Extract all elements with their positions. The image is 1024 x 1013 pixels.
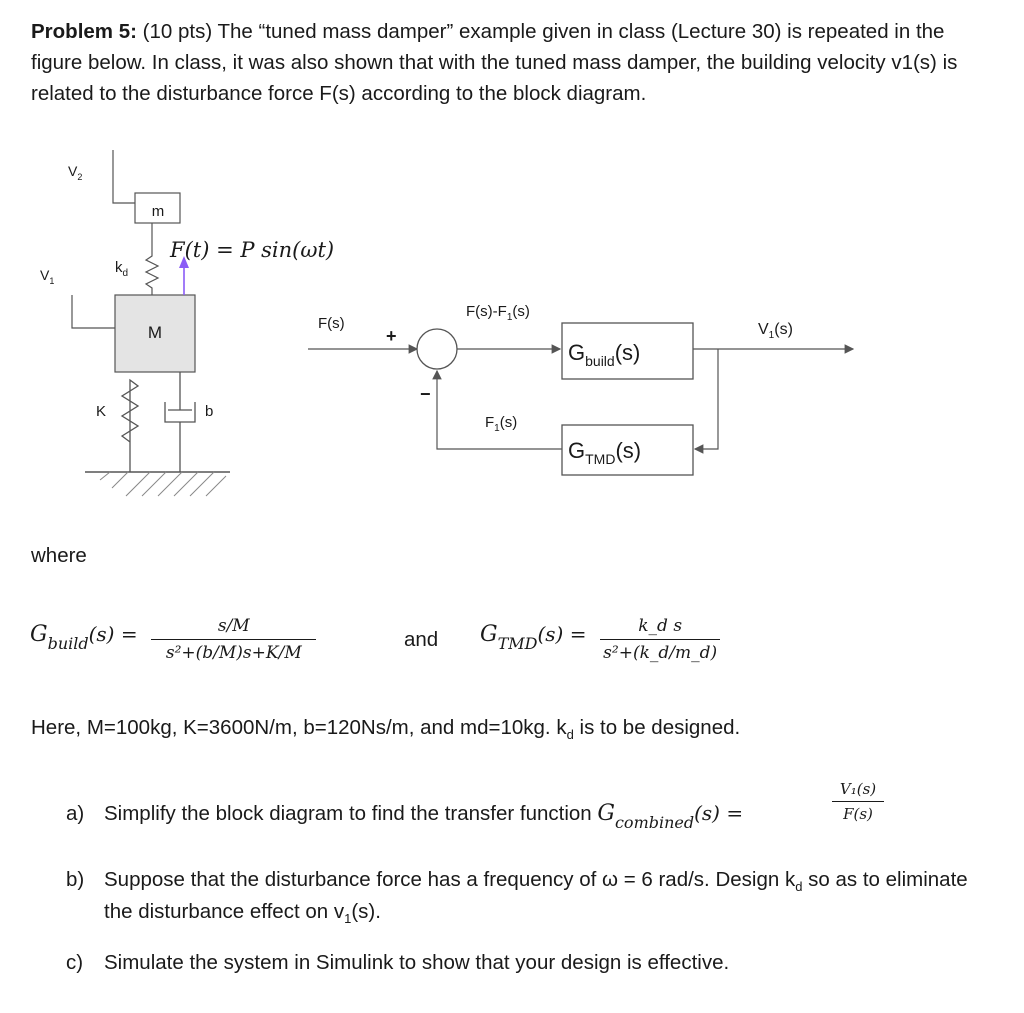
- part-a: a) Simplify the block diagram to find the transfer function $G_{combined}(s)$ =: [66, 801, 744, 832]
- where-label: where: [31, 544, 87, 567]
- given-values: Here, M=100kg, K=3600N/m, b=120Ns/m, and md=10kg. $k_d$ is to be designed.: [31, 716, 741, 742]
- label-feedback: $F_1(s)$: [485, 414, 518, 434]
- part-a-label: a): [66, 802, 85, 825]
- summing-junction: [417, 329, 457, 369]
- problem-heading: Problem 5:: [31, 20, 137, 43]
- ground-hatch: [100, 472, 226, 496]
- gbuild-equation: $G_{build}(s)$ = $\frac{s/M}{\text{s²+(b/M)s+K/M}}$: [30, 612, 316, 659]
- and-label: and: [404, 628, 439, 651]
- part-c: c) Simulate the system in Simulink to show that your design is effective.: [66, 948, 729, 978]
- block-diagram: [308, 303, 853, 475]
- gtmd-equation: $G_{TMD}(s)$ = $\frac{\text{k\_d s}}{\text{s²+(k\_d/m\_d)}}$: [480, 612, 720, 659]
- build-block-label: $G_{build}(s)$: [568, 340, 641, 369]
- tmd-block-label: $G_{TMD}(s)$: [568, 438, 642, 467]
- gbuild-numerator: s/M: [217, 616, 250, 636]
- mechanical-system: [40, 150, 334, 496]
- label-error: $F(s)-F_1(s)$: [466, 303, 530, 323]
- svg-text:V2: $V_2$: [68, 163, 83, 182]
- figure: [0, 140, 1024, 520]
- problem-statement: [31, 16, 991, 109]
- gbuild-denominator: s²+(b/M)s+K/M: [165, 643, 302, 663]
- plus-sign: +: [386, 326, 397, 346]
- spring-k: [122, 380, 138, 472]
- feedback-path: [437, 371, 562, 449]
- part-b: b) Suppose that the disturbance force has a frequency of ω = 6 rad/s. Design $k_d$ so as to eliminate the disturbance effect on $v_1(s)$.: [66, 865, 996, 929]
- svg-text:kd: $k_d$: [115, 259, 129, 279]
- gtmd-numerator: k_d s: [638, 616, 683, 636]
- part-a-fraction: $\frac{\text{V₁(s)}}{F(s)}$: [832, 780, 884, 823]
- label-m: m: [151, 203, 165, 220]
- part-c-label: c): [66, 951, 84, 974]
- minus-sign: −: [420, 384, 431, 404]
- label-M: M: [147, 323, 163, 342]
- svg-text:V1: $V_1$: [40, 267, 55, 286]
- part-b-label: b): [66, 868, 85, 891]
- label-K: K: [96, 403, 107, 420]
- label-input: F(s): [318, 315, 345, 332]
- gtmd-denominator: s²+(k_d/m_d): [603, 643, 718, 663]
- problem-intro: (10 pts) The “tuned mass damper” example given in class (Lecture 30) is repeated in the figure below. In class, it was also shown that with the tuned mass damper, the building velocity v1(s) is related to the disturbance force F(s) according to the block diagram.: [31, 20, 958, 105]
- force-label: F(t) = P sin(ωt): [170, 238, 335, 262]
- spring-kd: [146, 223, 158, 295]
- label-b: b: [205, 403, 214, 420]
- label-output: $V_1(s)$: [758, 321, 793, 341]
